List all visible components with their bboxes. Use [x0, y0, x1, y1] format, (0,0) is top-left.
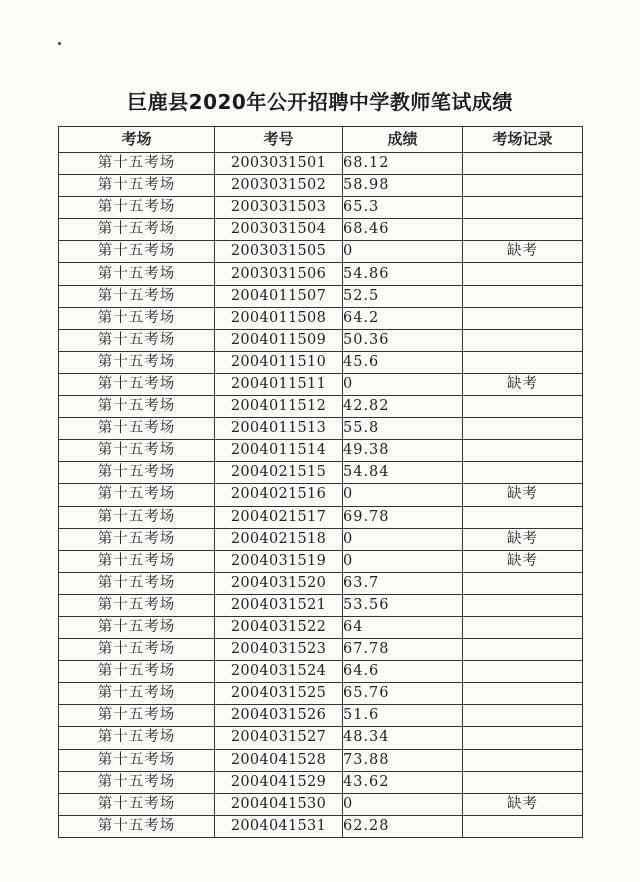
exam-record-cell [463, 197, 583, 219]
exam-number-cell: 2004011511 [215, 373, 343, 395]
header-score: 成绩 [343, 127, 463, 153]
exam-number-cell: 2004021515 [215, 462, 343, 484]
exam-room-cell: 第十五考场 [59, 793, 215, 815]
score-cell: 55.8 [343, 418, 463, 440]
exam-number-cell: 2003031506 [215, 263, 343, 285]
table-row [59, 263, 583, 285]
exam-number-cell: 2004041528 [215, 749, 343, 771]
exam-number-cell: 2003031505 [215, 241, 343, 263]
table-row [59, 616, 583, 638]
exam-room-cell: 第十五考场 [59, 616, 215, 638]
table-row [59, 484, 583, 506]
exam-record-cell [463, 506, 583, 528]
table-row [59, 528, 583, 550]
table-row [59, 749, 583, 771]
score-cell: 51.6 [343, 705, 463, 727]
score-cell: 49.38 [343, 440, 463, 462]
exam-room-cell: 第十五考场 [59, 705, 215, 727]
exam-number-cell: 2004031521 [215, 594, 343, 616]
exam-room-cell: 第十五考场 [59, 219, 215, 241]
score-cell: 42.82 [343, 396, 463, 418]
score-cell: 73.88 [343, 749, 463, 771]
table-row [59, 351, 583, 373]
exam-record-cell [463, 153, 583, 175]
table-row [59, 329, 583, 351]
score-cell: 65.3 [343, 197, 463, 219]
exam-record-cell [463, 572, 583, 594]
table-row [59, 639, 583, 661]
exam-number-cell: 2004031523 [215, 639, 343, 661]
score-cell: 50.36 [343, 329, 463, 351]
exam-number-cell: 2004011514 [215, 440, 343, 462]
exam-number-cell: 2004011508 [215, 307, 343, 329]
score-cell: 69.78 [343, 506, 463, 528]
score-cell: 43.62 [343, 771, 463, 793]
score-cell: 58.98 [343, 175, 463, 197]
exam-record-cell [463, 175, 583, 197]
exam-room-cell: 第十五考场 [59, 307, 215, 329]
exam-room-cell: 第十五考场 [59, 528, 215, 550]
header-exam-number: 考号 [215, 127, 343, 153]
score-cell: 63.7 [343, 572, 463, 594]
exam-room-cell: 第十五考场 [59, 749, 215, 771]
table-row [59, 594, 583, 616]
exam-record-cell: 缺考 [463, 550, 583, 572]
table-body [59, 153, 583, 838]
table-row [59, 462, 583, 484]
exam-number-cell: 2003031501 [215, 153, 343, 175]
exam-number-cell: 2004011513 [215, 418, 343, 440]
exam-room-cell: 第十五考场 [59, 771, 215, 793]
exam-record-cell [463, 351, 583, 373]
score-cell: 48.34 [343, 727, 463, 749]
exam-room-cell: 第十五考场 [59, 661, 215, 683]
exam-room-cell: 第十五考场 [59, 440, 215, 462]
table-row [59, 418, 583, 440]
scores-table [58, 126, 583, 838]
score-cell: 64.2 [343, 307, 463, 329]
table-row [59, 285, 583, 307]
exam-room-cell: 第十五考场 [59, 263, 215, 285]
exam-record-cell [463, 705, 583, 727]
exam-room-cell: 第十五考场 [59, 572, 215, 594]
table-row [59, 307, 583, 329]
exam-room-cell: 第十五考场 [59, 550, 215, 572]
exam-record-cell: 缺考 [463, 484, 583, 506]
exam-room-cell: 第十五考场 [59, 484, 215, 506]
exam-number-cell: 2004031519 [215, 550, 343, 572]
exam-room-cell: 第十五考场 [59, 285, 215, 307]
table-row [59, 440, 583, 462]
exam-record-cell [463, 639, 583, 661]
exam-record-cell [463, 307, 583, 329]
exam-record-cell: 缺考 [463, 528, 583, 550]
score-cell: 0 [343, 484, 463, 506]
exam-room-cell: 第十五考场 [59, 373, 215, 395]
exam-record-cell [463, 771, 583, 793]
exam-room-cell: 第十五考场 [59, 683, 215, 705]
exam-room-cell: 第十五考场 [59, 351, 215, 373]
table-row [59, 506, 583, 528]
exam-room-cell: 第十五考场 [59, 594, 215, 616]
score-cell: 0 [343, 793, 463, 815]
exam-room-cell: 第十五考场 [59, 727, 215, 749]
exam-room-cell: 第十五考场 [59, 815, 215, 837]
exam-number-cell: 2004041529 [215, 771, 343, 793]
exam-number-cell: 2004031522 [215, 616, 343, 638]
exam-record-cell [463, 396, 583, 418]
header-exam-record: 考场记录 [463, 127, 583, 153]
table-row [59, 396, 583, 418]
score-cell: 64.6 [343, 661, 463, 683]
table-row [59, 793, 583, 815]
exam-record-cell [463, 219, 583, 241]
exam-room-cell: 第十五考场 [59, 639, 215, 661]
exam-record-cell [463, 440, 583, 462]
exam-number-cell: 2003031502 [215, 175, 343, 197]
score-cell: 0 [343, 550, 463, 572]
exam-room-cell: 第十五考场 [59, 329, 215, 351]
score-cell: 52.5 [343, 285, 463, 307]
exam-number-cell: 2004031527 [215, 727, 343, 749]
exam-number-cell: 2004021517 [215, 506, 343, 528]
exam-record-cell [463, 594, 583, 616]
exam-record-cell [463, 815, 583, 837]
score-cell: 62.28 [343, 815, 463, 837]
exam-record-cell [463, 263, 583, 285]
exam-number-cell: 2003031504 [215, 219, 343, 241]
scan-speck [58, 42, 61, 45]
table-row [59, 572, 583, 594]
score-cell: 54.86 [343, 263, 463, 285]
exam-room-cell: 第十五考场 [59, 396, 215, 418]
table-row [59, 815, 583, 837]
score-cell: 67.78 [343, 639, 463, 661]
exam-number-cell: 2003031503 [215, 197, 343, 219]
exam-record-cell [463, 616, 583, 638]
score-cell: 0 [343, 528, 463, 550]
exam-room-cell: 第十五考场 [59, 418, 215, 440]
score-cell: 68.12 [343, 153, 463, 175]
table-row [59, 197, 583, 219]
table-row [59, 241, 583, 263]
exam-room-cell: 第十五考场 [59, 197, 215, 219]
table-row [59, 219, 583, 241]
exam-record-cell: 缺考 [463, 793, 583, 815]
exam-number-cell: 2004021518 [215, 528, 343, 550]
exam-record-cell [463, 329, 583, 351]
table-row [59, 705, 583, 727]
score-cell: 64 [343, 616, 463, 638]
exam-record-cell [463, 418, 583, 440]
exam-record-cell [463, 727, 583, 749]
exam-number-cell: 2004031524 [215, 661, 343, 683]
exam-room-cell: 第十五考场 [59, 153, 215, 175]
exam-number-cell: 2004031520 [215, 572, 343, 594]
table-row [59, 373, 583, 395]
table-row [59, 175, 583, 197]
table-row [59, 683, 583, 705]
score-cell: 45.6 [343, 351, 463, 373]
exam-number-cell: 2004041531 [215, 815, 343, 837]
exam-number-cell: 2004011512 [215, 396, 343, 418]
exam-record-cell [463, 462, 583, 484]
score-cell: 65.76 [343, 683, 463, 705]
exam-room-cell: 第十五考场 [59, 506, 215, 528]
exam-number-cell: 2004011507 [215, 285, 343, 307]
score-cell: 54.84 [343, 462, 463, 484]
exam-number-cell: 2004031525 [215, 683, 343, 705]
score-cell: 0 [343, 241, 463, 263]
score-cell: 68.46 [343, 219, 463, 241]
exam-room-cell: 第十五考场 [59, 175, 215, 197]
exam-number-cell: 2004041530 [215, 793, 343, 815]
exam-record-cell: 缺考 [463, 241, 583, 263]
header-exam-room: 考场 [59, 127, 215, 153]
exam-number-cell: 2004011510 [215, 351, 343, 373]
exam-record-cell [463, 749, 583, 771]
table-row [59, 550, 583, 572]
exam-record-cell [463, 285, 583, 307]
table-row [59, 661, 583, 683]
document-title: 巨鹿县2020年公开招聘中学教师笔试成绩 [127, 90, 513, 114]
score-cell: 53.56 [343, 594, 463, 616]
table-row [59, 771, 583, 793]
exam-number-cell: 2004031526 [215, 705, 343, 727]
exam-record-cell [463, 683, 583, 705]
exam-room-cell: 第十五考场 [59, 241, 215, 263]
exam-record-cell [463, 661, 583, 683]
exam-record-cell: 缺考 [463, 373, 583, 395]
table-header-row [59, 127, 583, 153]
table-row [59, 153, 583, 175]
exam-number-cell: 2004011509 [215, 329, 343, 351]
table-row [59, 727, 583, 749]
exam-number-cell: 2004021516 [215, 484, 343, 506]
exam-room-cell: 第十五考场 [59, 462, 215, 484]
score-cell: 0 [343, 373, 463, 395]
